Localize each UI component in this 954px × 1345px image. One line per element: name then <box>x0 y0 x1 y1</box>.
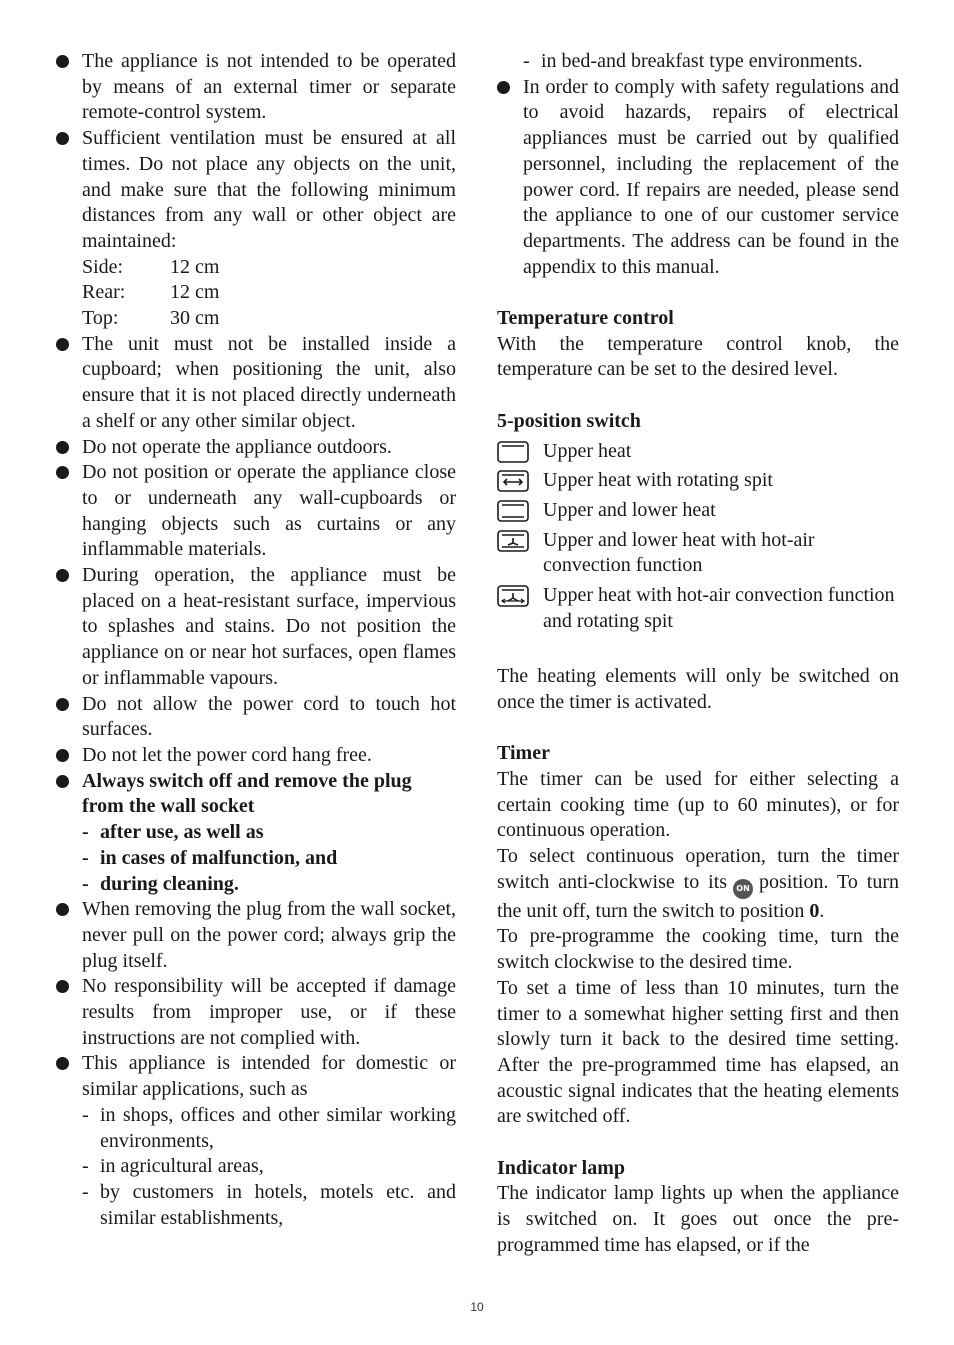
distance-row: Top: 30 cm <box>82 307 220 330</box>
bullet-icon <box>56 569 69 582</box>
bullet-icon <box>56 466 69 479</box>
switch-item: Upper and lower heat with hot-air convection function <box>497 528 899 579</box>
bullet-icon <box>56 338 69 351</box>
bullet-icon <box>56 441 69 454</box>
left-column <box>56 49 456 1231</box>
right-column <box>497 49 899 1259</box>
on-symbol-icon: ON <box>733 879 753 899</box>
section-heading: 5-position switch <box>497 409 641 432</box>
bullet-icon <box>56 749 69 762</box>
bullet-icon <box>56 903 69 916</box>
paragraph: The heating elements will only be switched on once the timer is activated. <box>497 665 899 713</box>
list-item: Do not operate the appliance outdoors. <box>56 435 456 461</box>
sub-item: - by customers in hotels, motels etc. and similar establishments, <box>82 1180 456 1229</box>
switch-item: Upper heat with rotating spit <box>497 468 899 494</box>
list-item: This appliance is intended for domestic or similar applications, such as <box>56 1051 456 1102</box>
list-item: Sufficient ventilation must be ensured at all times. Do not place any objects on the unit, and make sure that the following minimum distances from any wall or other object are maintained: <box>56 126 456 255</box>
list-item: The appliance is not intended to be operated by means of an external timer or separate remote-control system. <box>56 49 456 126</box>
paragraph: To set a time of less than 10 minutes, turn the timer to a somewhat higher setting first and then slowly turn it back to the desired time setting. After the pre-programmed time has elapsed, an acoustic signal indicates that the heating elements are switched off. <box>497 976 899 1128</box>
convection-icon <box>497 530 529 552</box>
paragraph: To select continuous operation, turn the timer switch anti-clockwise to its ON position. To turn the unit off, turn the switch to position 0. <box>497 845 899 922</box>
bullet-icon <box>56 132 69 145</box>
list-item: The unit must not be installed inside a cupboard; when positioning the unit, also ensure that it is not placed directly underneath a shelf or any other similar object. <box>56 332 456 435</box>
list-item: In order to comply with safety regulations and to avoid hazards, repairs of electrical appliances must be carried out by qualified personnel, including the replacement of the power cord. If repairs are needed, please send the appliance to one of our customer service departments. The address can be found in the appendix to this manual. <box>497 75 899 281</box>
bullet-icon <box>56 55 69 68</box>
bullet-icon <box>56 1057 69 1070</box>
sub-item: - in shops, offices and other similar working environments, <box>82 1103 456 1152</box>
switch-item: Upper heat <box>497 439 899 465</box>
bullet-icon <box>56 698 69 711</box>
list-item: When removing the plug from the wall socket, never pull on the power cord; always grip the plug itself. <box>56 897 456 974</box>
distance-row: Side: 12 cm <box>82 255 220 278</box>
convection-spit-icon <box>497 585 529 607</box>
bullet-icon <box>56 775 69 788</box>
paragraph: With the temperature control knob, the temperature can be set to the desired level. <box>497 332 899 381</box>
paragraph: To pre-programme the cooking time, turn the switch clockwise to the desired time. <box>497 925 899 974</box>
sub-item: - during cleaning. <box>82 872 239 895</box>
list-item: No responsibility will be accepted if damage results from improper use, or if these instructions are not complied with. <box>56 974 456 1051</box>
section-heading: Temperature control <box>497 307 674 330</box>
list-item-warning: Always switch off and remove the plug from the wall socket <box>56 769 456 820</box>
paragraph: The indicator lamp lights up when the appliance is switched on. It goes out once the pre-programmed time has elapsed, or if the <box>497 1182 899 1256</box>
sub-item: - in agricultural areas, <box>82 1155 264 1178</box>
list-item: Do not allow the power cord to touch hot surfaces. <box>56 692 456 743</box>
bullet-icon <box>497 81 510 94</box>
rotating-spit-icon <box>497 470 529 492</box>
switch-item: Upper heat with hot-air convection function and rotating spit <box>497 583 899 634</box>
sub-item: - in cases of malfunction, and <box>82 846 338 869</box>
section-heading: Timer <box>497 742 550 765</box>
section-heading: Indicator lamp <box>497 1156 625 1179</box>
upper-lower-heat-icon <box>497 500 529 522</box>
list-item: During operation, the appliance must be placed on a heat-resistant surface, impervious to splashes and stains. Do not position the appliance on or near hot surfaces, open flames or inflammable vapours. <box>56 563 456 692</box>
switch-item: Upper and lower heat <box>497 498 899 524</box>
sub-item: - in bed-and breakfast type environments. <box>523 50 863 72</box>
bullet-icon <box>56 980 69 993</box>
sub-item: - after use, as well as <box>82 821 264 844</box>
distance-table <box>56 255 456 332</box>
list-item: Do not position or operate the appliance close to or underneath any wall-cupboards or hanging objects such as curtains or any inflammable materials. <box>56 460 456 563</box>
distance-row: Rear: 12 cm <box>82 281 220 304</box>
list-item: Do not let the power cord hang free. <box>56 743 456 769</box>
upper-heat-icon <box>497 441 529 463</box>
page-number: 10 <box>470 1300 484 1314</box>
paragraph: The timer can be used for either selecting a certain cooking time (up to 60 minutes), or for continuous operation. <box>497 767 899 842</box>
